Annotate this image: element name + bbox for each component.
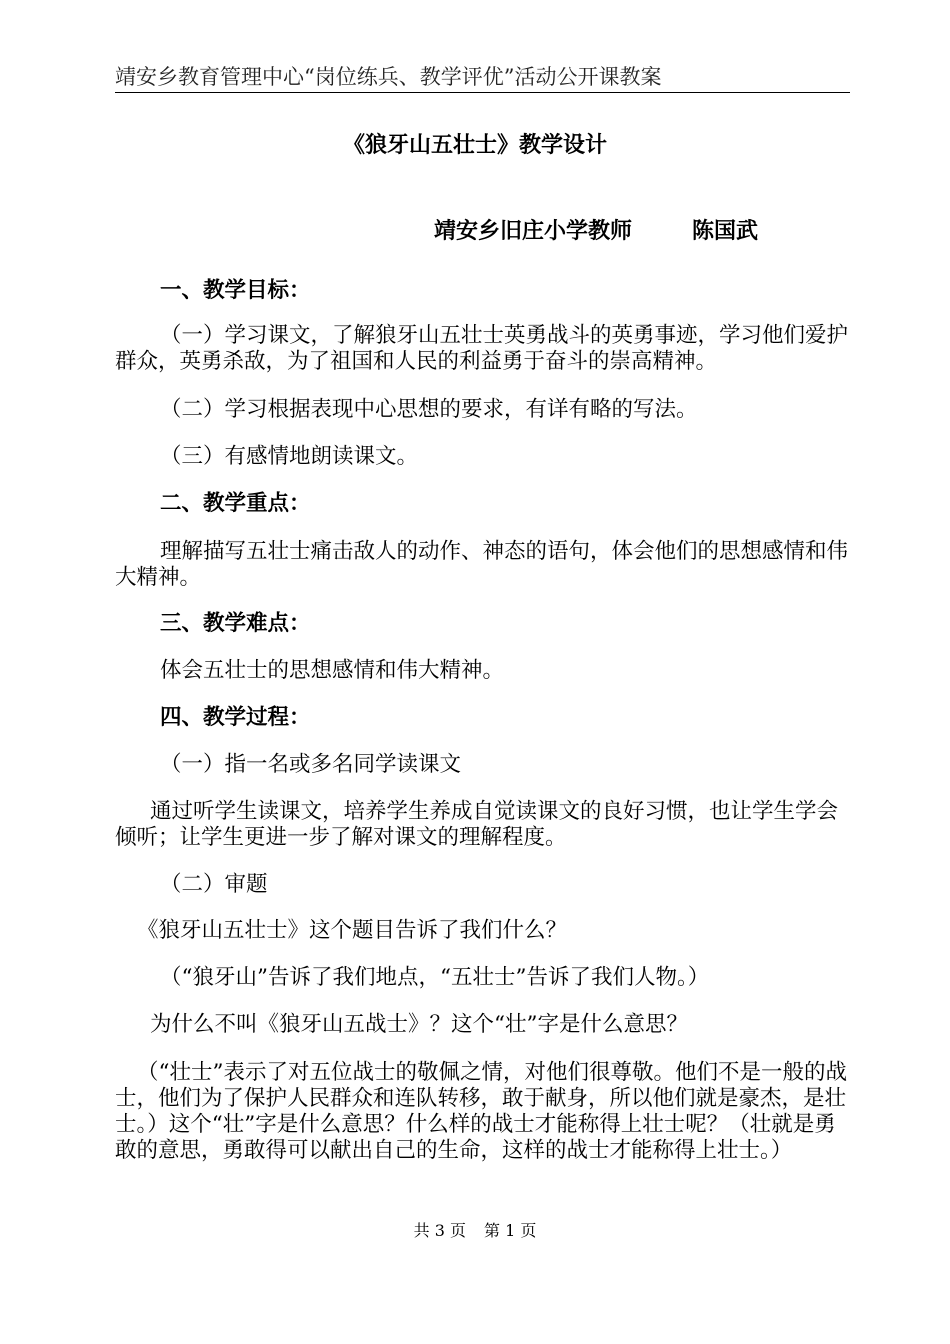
author-name: 陈国武 [692, 218, 759, 244]
document-title: 《狼牙山五壮士》教学设计 [342, 132, 607, 158]
objectives-heading: 一、教学目标： [160, 278, 311, 303]
objective-1: （一）学习课文，了解狼牙山五壮士英勇战斗的英勇事迹，学习他们爱护群众，英勇杀敌，为了祖国和人民的利益勇于奋斗的崇高精神。 [115, 323, 849, 374]
key-points-heading: 二、教学重点： [160, 491, 311, 516]
objective-2: （二）学习根据表现中心思想的要求，有详有略的写法。 [160, 397, 698, 422]
question-1: 《狼牙山五壮士》这个题目告诉了我们什么？ [137, 918, 568, 943]
page-header: 靖安乡教育管理中心“岗位练兵、教学评优”活动公开课教案 [115, 64, 850, 93]
process-step-2: （二）审题 [160, 872, 268, 897]
page-current: 第 1 页 [484, 1221, 537, 1240]
difficulties-heading: 三、教学难点： [160, 611, 311, 636]
author-line [434, 216, 758, 246]
page-footer [0, 1220, 950, 1242]
page-total: 共 3 页 [413, 1221, 466, 1240]
process-step-1-text: 通过听学生读课文，培养学生养成自觉读课文的良好习惯，也让学生学会倾听；让学生更进一步了解对课文的理解程度。 [115, 799, 839, 850]
objective-3: （三）有感情地朗读课文。 [160, 444, 419, 469]
answer-2: （“壮士”表示了对五位战士的敬佩之情，对他们很尊敬。他们不是一般的战士，他们为了保护人民群众和连队转移，敢于献身，所以他们就是豪杰，是壮士。）这个“壮”字是什么意思？什么样的战士才能称得上壮士呢？（壮就是勇敢的意思，勇敢得可以献出自己的生命，这样的战士才能称得上壮士。） [115, 1060, 847, 1163]
question-2: 为什么不叫《狼牙山五战士》？这个“壮”字是什么意思？ [150, 1012, 688, 1037]
author-school: 靖安乡旧庄小学教师 [434, 218, 633, 244]
difficulties-text: 体会五壮士的思想感情和伟大精神。 [160, 658, 505, 683]
answer-1: （“狼牙山”告诉了我们地点，“五壮士”告诉了我们人物。） [160, 965, 710, 990]
process-heading: 四、教学过程： [160, 705, 311, 730]
process-step-1: （一）指一名或多名同学读课文 [160, 752, 462, 777]
key-points-text: 理解描写五壮士痛击敌人的动作、神态的语句，体会他们的思想感情和伟大精神。 [115, 539, 849, 590]
